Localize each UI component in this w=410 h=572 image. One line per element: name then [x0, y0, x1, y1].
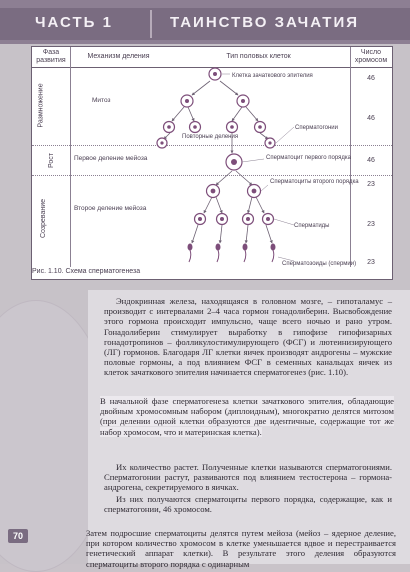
- col-header-phase: Фаза развития: [36, 49, 66, 64]
- chapter-number: ЧАСТЬ 1: [35, 14, 113, 31]
- label-stem-cell: Клетка зачаткового эпителия: [232, 73, 313, 79]
- chromosome-count: 23: [367, 259, 375, 266]
- col-header-chromosomes: Число хромосом: [354, 49, 388, 64]
- chapter-title: ТАИНСТВО ЗАЧАТИЯ: [170, 14, 360, 31]
- cells: [157, 68, 275, 225]
- page-number: 70: [8, 529, 28, 543]
- label-spermatocyte-1: Сперматоцит первого порядка: [266, 155, 351, 161]
- paragraph-mitosis: [100, 396, 394, 437]
- label-repeat-divisions: Повторные деления: [182, 134, 239, 140]
- paragraph-spermatocytes: Из них получаются сперматоциты первого порядка, содержащие, как и сперматогонии, 46 хромосом.: [104, 494, 392, 515]
- chapter-header: [0, 0, 410, 44]
- mechanism-meiosis-1: Первое деление мейоза: [74, 155, 148, 162]
- chromosome-count: 46: [367, 157, 375, 164]
- label-spermatozoa: Сперматозоиды (спермии): [282, 261, 357, 267]
- paragraph-spermatogonia: Их количество растет. Полученные клетки называются сперматогониями. Сперматогонии растут, развиваются под влиянием тестостерона – гормона-андрогена, секретируемого в яичках.: [104, 462, 392, 493]
- col-header-mechanism: Механизм деления: [87, 53, 150, 60]
- chromosome-count: 46: [367, 75, 375, 82]
- paragraph-hormones: Эндокринная железа, находящаяся в головном мозге, – гипоталамус – производит с интервалами 2–4 часа гормон гонадолиберин. Высвобождение этого гормона происходит импульсно, чаще всего ночью и рано утром. Гонадолиберин стимулирует выработку в гипофизе гипофизарных гонадотропинов – фолликулостимулирующего (ФСГ) и лютеинизирующего (ЛГ) гормонов. Благодаря ЛГ клетки яичек производят андрогены – мужские половые гормоны, а под влиянием ФСГ в семенных канальцах яичек из клеток зачаткового эпителия начинается сперматогенез (рис. 1.10).: [104, 296, 392, 378]
- chromosome-count: 23: [367, 181, 375, 188]
- spermatogenesis-table: [31, 46, 393, 280]
- spermatogenesis-diagram: [32, 47, 392, 279]
- phase-label-growth: Рост: [47, 153, 55, 168]
- header-divider: [150, 10, 152, 38]
- paragraph-mitosis-text: В начальной фазе сперматогенеза клетки зачаткового эпителия, обладающие двойным хромосомным набором (диплоидным), многократно делятся митозом (при делении одной клетки образуются две идентичные, содержащие тот же набор хромосом, что и материнская клетка).: [100, 396, 394, 437]
- col-header-cells: Тип половых клеток: [226, 53, 291, 60]
- paragraph-meiosis: Затем подросшие сперматоциты делятся путем мейоза (мейоз – ядерное деление, при котором количество хромосом в клетке уменьшается вдвое и перестраивается генетический аппарат клетки). В результате этого деления образуются сперматоциты второго порядка с одинарным: [86, 528, 396, 569]
- chromosome-count: 23: [367, 221, 375, 228]
- figure-caption: Рис. 1.10. Схема сперматогенеза: [32, 268, 141, 275]
- label-spermatogonia: Сперматогонии: [295, 125, 339, 131]
- label-spermatids: Сперматиды: [294, 223, 330, 229]
- chromosome-count: 46: [367, 115, 375, 122]
- label-spermatocyte-2: Сперматоциты второго порядка: [270, 179, 359, 185]
- phase-label-maturation: Созревание: [40, 198, 48, 239]
- phase-label-reproduction: Размножение: [37, 83, 45, 128]
- mechanism-meiosis-2: Второе деление мейоза: [74, 205, 147, 212]
- cell-nuclei: [160, 72, 271, 221]
- spermatozoa: [188, 244, 275, 262]
- mechanism-mitosis: Митоз: [92, 97, 111, 104]
